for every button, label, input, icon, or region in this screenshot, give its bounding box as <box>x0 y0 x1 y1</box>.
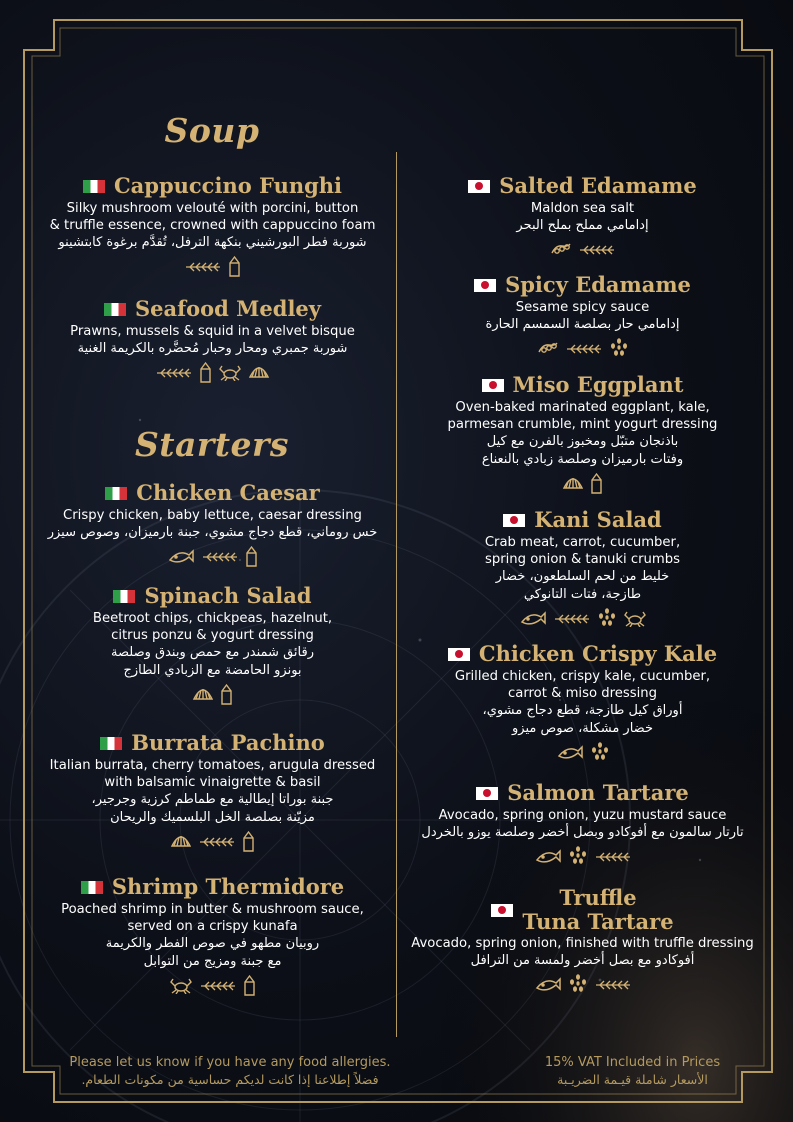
menu-item <box>400 641 765 765</box>
dish-description: Crispy chicken, baby lettuce, caesar dressing <box>63 508 362 523</box>
column-divider <box>396 152 397 1037</box>
wheat-icon <box>155 365 193 384</box>
dish-description: Crab meat, carrot, cucumber, spring onion & tanuki crumbs <box>484 535 681 567</box>
dish-name: Salted Edamame <box>499 173 697 198</box>
menu-item <box>30 583 395 707</box>
fish-icon <box>534 845 562 871</box>
sesame-icon <box>568 846 588 870</box>
menu-item <box>30 296 395 385</box>
vat-note <box>520 1054 745 1089</box>
dish-name: Chicken Caesar <box>136 480 320 505</box>
sesame-icon <box>590 742 610 766</box>
wheat-icon <box>201 549 239 568</box>
wheat-icon <box>594 849 632 868</box>
dish-description: Sesame spicy sauce <box>515 300 650 315</box>
section-title-starters: Starters <box>134 425 290 464</box>
wheat-icon <box>594 977 632 996</box>
dish-description: Oven-baked marinated eggplant, kale, parmesan crumble, mint yogurt dressing <box>447 400 718 432</box>
italy-flag-icon <box>113 590 135 603</box>
milk-carton-icon <box>242 830 255 856</box>
allergy-note-en: Please let us know if you have any food allergies. <box>69 1055 391 1070</box>
dish-name: Miso Eggplant <box>512 372 684 397</box>
milk-carton-icon <box>245 545 258 571</box>
milk-carton-icon <box>243 974 256 1000</box>
dish-description-ar: أوراق كيل طازجة، قطع دجاج مشوي، خضار مشكلة، صوص ميزو <box>482 703 683 736</box>
vat-note-en: 15% VAT Included in Prices <box>544 1055 721 1070</box>
dish-description-ar: أفوكادو مع بصل أخضر ولمسة من الترافل <box>470 953 695 968</box>
japan-flag-icon <box>476 787 498 800</box>
fish-icon <box>534 973 562 999</box>
dish-name: Spicy Edamame <box>505 272 691 297</box>
dish-description: Prawns, mussels & squid in a velvet bisque <box>70 324 355 339</box>
fish-icon <box>167 545 195 571</box>
wheat-icon <box>198 834 236 853</box>
allergen-icons <box>400 240 765 262</box>
allergen-icons <box>30 832 395 854</box>
dish-description: Grilled chicken, crispy kale, cucumber, carrot & miso dressing <box>454 669 711 701</box>
menu-item <box>400 886 765 997</box>
menu-item <box>400 507 765 631</box>
dish-description: Beetroot chips, chickpeas, hazelnut, citrus ponzu & yogurt dressing <box>92 611 333 643</box>
allergen-icons <box>400 743 765 765</box>
menu-item <box>30 173 395 279</box>
dish-description: Avocado, spring onion, yuzu mustard sauce <box>438 808 727 823</box>
dish-description-ar: جبنة بوراتا إيطالية مع طماطم كرزية وجرجير، مزيّنة بصلصة الخل البلسميك والريحان <box>91 792 334 825</box>
crab-icon <box>169 976 193 998</box>
crab-icon <box>623 609 647 631</box>
menu-item <box>30 874 395 998</box>
soy-icon <box>550 241 572 261</box>
shell-icon <box>192 685 214 707</box>
allergy-note <box>50 1054 410 1089</box>
dish-description: Italian burrata, cherry tomatoes, arugula dressed with balsamic vinaigrette & basil <box>49 758 376 790</box>
dish-description: Avocado, spring onion, finished with truffle dressing <box>411 936 754 951</box>
section-title-soup: Soup <box>164 111 260 150</box>
wheat-icon <box>553 611 591 630</box>
japan-flag-icon <box>503 514 525 527</box>
menu-item <box>400 173 765 262</box>
dish-name: Shrimp Thermidore <box>111 874 345 899</box>
menu-item <box>400 372 765 496</box>
dish-name: Spinach Salad <box>144 583 312 608</box>
italy-flag-icon <box>100 737 122 750</box>
dish-description: Silky mushroom velouté with porcini, button & truffle essence, crowned with cappuccino foam <box>49 201 376 233</box>
italy-flag-icon <box>81 881 103 894</box>
dish-description-ar: روبيان مطهو في صوص الفطر والكريمة مع جبنة ومزيج من التوابل <box>105 936 320 969</box>
dish-description-ar: رقائق شمندر مع حمص وبندق وصلصة بونزو الحامضة مع الزبادي الطازج <box>111 645 314 678</box>
crab-icon <box>218 363 242 385</box>
dish-description: Maldon sea salt <box>530 201 635 216</box>
dish-name: Chicken Crispy Kale <box>478 641 718 666</box>
shell-icon <box>170 832 192 854</box>
wheat-icon <box>565 341 603 360</box>
allergen-icons <box>400 339 765 361</box>
sesame-icon <box>597 608 617 632</box>
allergen-icons <box>400 474 765 496</box>
japan-flag-icon <box>448 648 470 661</box>
shell-icon <box>248 363 270 385</box>
vat-note-ar: الأسعار شاملة قيـمة الضريـبة <box>557 1072 708 1087</box>
italy-flag-icon <box>83 180 105 193</box>
japan-flag-icon <box>482 379 504 392</box>
sesame-icon <box>568 974 588 998</box>
dish-description-ar: شوربة جمبري ومحار وحبار مُحضَّره بالكريمة الغنية <box>77 341 348 356</box>
dish-description-ar: خس روماني، قطع دجاج مشوي، جبنة بارميزان، وصوص سيزر <box>47 525 378 540</box>
menu-item <box>30 730 395 854</box>
menu-item <box>30 480 395 569</box>
wheat-icon <box>184 259 222 278</box>
sesame-icon <box>609 338 629 362</box>
milk-carton-icon <box>228 255 241 281</box>
dish-name: Cappuccino Funghi <box>113 173 343 198</box>
wheat-icon <box>199 978 237 997</box>
allergen-icons <box>30 685 395 707</box>
menu-item <box>400 272 765 361</box>
dish-description: Poached shrimp in butter & mushroom sauce, served on a crispy kunafa <box>61 902 364 934</box>
wheat-icon <box>578 242 616 261</box>
dish-name: Kani Salad <box>534 507 662 532</box>
allergen-icons <box>30 363 395 385</box>
dish-name: Salmon Tartare <box>507 780 689 805</box>
milk-carton-icon <box>590 472 603 498</box>
soy-icon <box>537 340 559 360</box>
japan-flag-icon <box>468 180 490 193</box>
allergen-icons <box>30 257 395 279</box>
milk-carton-icon <box>199 361 212 387</box>
italy-flag-icon <box>105 487 127 500</box>
dish-description-ar: خليط من لحم السلطعون، خضار طازجة، فتات التانوكي <box>495 569 670 602</box>
allergen-icons <box>400 847 765 869</box>
allergen-icons <box>400 609 765 631</box>
dish-description-ar: تارتار سالمون مع أفوكادو وبصل أخضر وصلصة يوزو بالخردل <box>421 825 744 840</box>
allergen-icons <box>400 975 765 997</box>
allergen-icons <box>30 976 395 998</box>
dish-description-ar: إدامامي حار بصلصة السمسم الحارة <box>485 317 680 332</box>
shell-icon <box>562 474 584 496</box>
dish-name: Seafood Medley <box>134 296 321 321</box>
fish-icon <box>556 741 584 767</box>
dish-description-ar: شوربة فطر البورشيني بنكهة الترفل، تُقدَّم برغوة كابتشينو <box>58 235 367 250</box>
italy-flag-icon <box>104 303 126 316</box>
dish-description-ar: باذنجان متبّل ومخبوز بالفرن مع كيل وفتات بارميزان وصلصة زبادي بالنعناع <box>481 434 684 467</box>
dish-description-ar: إدامامي مملح بملح البحر <box>516 218 649 233</box>
dish-name: Burrata Pachino <box>131 730 325 755</box>
japan-flag-icon <box>491 904 513 917</box>
milk-carton-icon <box>220 683 233 709</box>
allergy-note-ar: فضلاً إطلاعنا إذا كانت لديكم حساسية من مكونات الطعام. <box>81 1072 379 1087</box>
menu-item <box>400 780 765 869</box>
fish-icon <box>519 607 547 633</box>
japan-flag-icon <box>474 279 496 292</box>
dish-name: Truffle Tuna Tartare <box>522 885 674 934</box>
allergen-icons <box>30 547 395 569</box>
